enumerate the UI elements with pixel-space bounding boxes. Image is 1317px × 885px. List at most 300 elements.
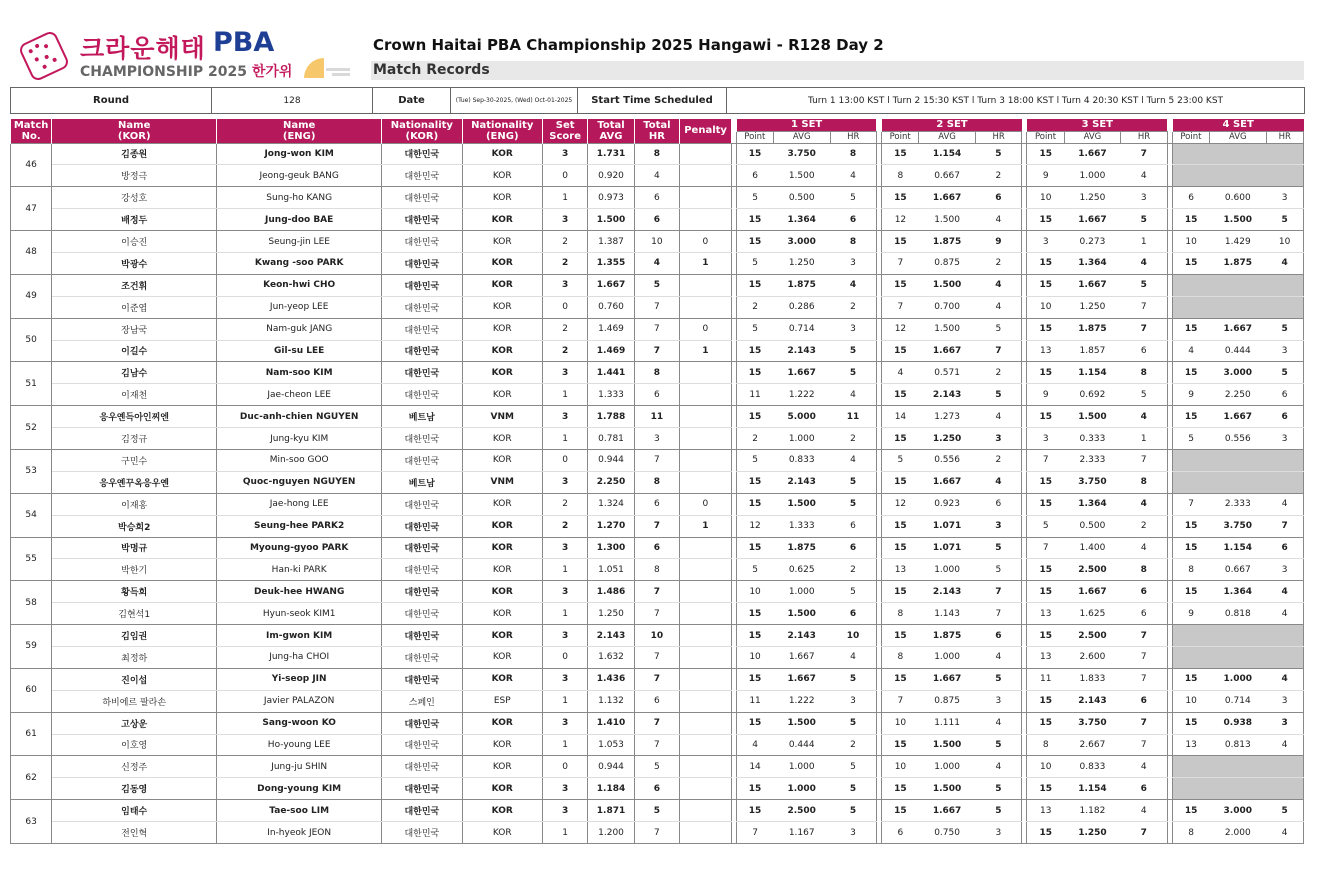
col-set-4-avg: AVG: [1209, 131, 1266, 143]
set-4-avg: 1.154: [1209, 537, 1266, 559]
set-3-hr: 3: [1121, 187, 1167, 209]
nationality-kor: 대한민국: [382, 603, 462, 625]
set-3-point: 9: [1027, 165, 1064, 187]
player-row: [11, 428, 1304, 450]
set-3-point: 15: [1027, 318, 1064, 340]
set-4-point-empty: [1172, 646, 1209, 668]
penalty: [680, 187, 732, 209]
player-row: [11, 712, 1304, 734]
total-avg: 1.051: [588, 559, 634, 581]
player-name-eng: Hyun-seok KIM1: [217, 603, 382, 625]
set-4-avg: 0.938: [1209, 712, 1266, 734]
set-3-point: 15: [1027, 274, 1064, 296]
set-3-avg: 1.250: [1064, 187, 1121, 209]
set-1-hr: 4: [830, 165, 876, 187]
nationality-kor: 대한민국: [382, 209, 462, 231]
total-hr: 5: [634, 756, 679, 778]
nationality-eng: KOR: [462, 187, 542, 209]
nationality-kor: 대한민국: [382, 493, 462, 515]
player-name-eng: Jeong-geuk BANG: [217, 165, 382, 187]
set-4-hr: 4: [1266, 252, 1303, 274]
set-3-avg: 1.625: [1064, 603, 1121, 625]
set-4-hr: 5: [1266, 362, 1303, 384]
set-4-hr: 3: [1266, 340, 1303, 362]
set-1-point: 5: [736, 559, 773, 581]
set-2-avg: 2.143: [919, 384, 976, 406]
set-1-point: 15: [736, 362, 773, 384]
set-3-point: 15: [1027, 559, 1064, 581]
player-row: [11, 296, 1304, 318]
set-2-point: 12: [882, 318, 919, 340]
player-name-eng: Han-ki PARK: [217, 559, 382, 581]
set-1-hr: 8: [830, 231, 876, 253]
penalty: [680, 625, 732, 647]
set-4-point: 13: [1172, 734, 1209, 756]
penalty: [680, 756, 732, 778]
set-3-point: 10: [1027, 296, 1064, 318]
set-1-hr: 3: [830, 318, 876, 340]
set-1-hr: 3: [830, 252, 876, 274]
set-2-hr: 6: [975, 187, 1021, 209]
set-2-point: 14: [882, 406, 919, 428]
nationality-kor: 베트남: [382, 406, 462, 428]
col-set-1-hr: HR: [830, 131, 876, 143]
player-row: [11, 646, 1304, 668]
set-1-hr: 6: [830, 603, 876, 625]
match-no: 62: [11, 756, 52, 800]
total-hr: 6: [634, 493, 679, 515]
set-1-hr: 11: [830, 406, 876, 428]
player-name-eng: Jong-won KIM: [217, 143, 382, 165]
match-no: 61: [11, 712, 52, 756]
set-2-point: 12: [882, 209, 919, 231]
set-4-hr: 4: [1266, 581, 1303, 603]
total-hr: 6: [634, 778, 679, 800]
penalty: [680, 668, 732, 690]
set-4-avg: 2.250: [1209, 384, 1266, 406]
total-hr: 7: [634, 668, 679, 690]
nationality-eng: KOR: [462, 822, 542, 844]
player-name-eng: Yi-seop JIN: [217, 668, 382, 690]
col-name-kor: Name (KOR): [52, 119, 217, 143]
start-time-label: Start Time Scheduled: [578, 88, 727, 114]
set-1-avg: 0.500: [773, 187, 830, 209]
set-4-point: 6: [1172, 187, 1209, 209]
set-2-avg: 1.500: [919, 734, 976, 756]
nationality-eng: KOR: [462, 756, 542, 778]
set-4-hr-empty: [1266, 778, 1303, 800]
player-name-eng: Duc-anh-chien NGUYEN: [217, 406, 382, 428]
total-avg: 1.436: [588, 668, 634, 690]
set-4-hr: 7: [1266, 515, 1303, 537]
total-avg: 1.270: [588, 515, 634, 537]
set-1-avg: 1.667: [773, 646, 830, 668]
player-row: [11, 800, 1304, 822]
player-name-eng: Nam-guk JANG: [217, 318, 382, 340]
set-score: 0: [542, 646, 587, 668]
player-row: [11, 406, 1304, 428]
set-1-hr: 2: [830, 559, 876, 581]
set-3-hr: 7: [1121, 625, 1167, 647]
total-hr: 6: [634, 384, 679, 406]
total-hr: 6: [634, 187, 679, 209]
player-name-kor: 응우옌꾸옥응우옌: [52, 471, 217, 493]
set-4-avg: 2.333: [1209, 493, 1266, 515]
set-score: 1: [542, 559, 587, 581]
player-name-kor: 김남수: [52, 362, 217, 384]
player-row: [11, 822, 1304, 844]
match-no: 58: [11, 581, 52, 625]
set-4-point-empty: [1172, 274, 1209, 296]
set-2-hr: 9: [975, 231, 1021, 253]
penalty: [680, 428, 732, 450]
set-4-avg: 1.875: [1209, 252, 1266, 274]
set-3-avg: 2.500: [1064, 559, 1121, 581]
player-row: [11, 625, 1304, 647]
total-hr: 7: [634, 515, 679, 537]
set-3-avg: 1.250: [1064, 822, 1121, 844]
nationality-kor: 대한민국: [382, 646, 462, 668]
nationality-kor: 대한민국: [382, 734, 462, 756]
set-2-avg: 0.923: [919, 493, 976, 515]
set-1-point: 5: [736, 318, 773, 340]
nationality-kor: 대한민국: [382, 581, 462, 603]
set-2-point: 15: [882, 581, 919, 603]
set-1-hr: 4: [830, 449, 876, 471]
set-4-point: 15: [1172, 252, 1209, 274]
player-row: [11, 581, 1304, 603]
set-1-avg: 1.500: [773, 165, 830, 187]
total-avg: 2.143: [588, 625, 634, 647]
set-3-avg: 3.750: [1064, 471, 1121, 493]
set-3-hr: 2: [1121, 515, 1167, 537]
set-4-avg-empty: [1209, 165, 1266, 187]
set-2-avg: 1.000: [919, 756, 976, 778]
nationality-eng: VNM: [462, 471, 542, 493]
set-2-point: 15: [882, 668, 919, 690]
set-1-point: 15: [736, 231, 773, 253]
set-score: 1: [542, 384, 587, 406]
nationality-kor: 대한민국: [382, 318, 462, 340]
set-3-hr: 5: [1121, 209, 1167, 231]
set-3-point: 13: [1027, 800, 1064, 822]
set-3-hr: 4: [1121, 493, 1167, 515]
player-name-kor: 김정규: [52, 428, 217, 450]
total-avg: 1.250: [588, 603, 634, 625]
nationality-eng: KOR: [462, 428, 542, 450]
set-2-avg: 1.667: [919, 340, 976, 362]
set-3-hr: 1: [1121, 428, 1167, 450]
set-4-hr-empty: [1266, 471, 1303, 493]
set-2-avg: 1.000: [919, 559, 976, 581]
total-avg: 1.632: [588, 646, 634, 668]
total-hr: 10: [634, 231, 679, 253]
player-name-kor: 조건휘: [52, 274, 217, 296]
set-4-point: 4: [1172, 340, 1209, 362]
total-hr: 8: [634, 471, 679, 493]
set-1-hr: 2: [830, 734, 876, 756]
set-2-avg: 1.071: [919, 515, 976, 537]
set-3-avg: 1.154: [1064, 362, 1121, 384]
total-avg: 1.184: [588, 778, 634, 800]
set-2-avg: 0.875: [919, 690, 976, 712]
set-4-point: 7: [1172, 493, 1209, 515]
set-1-avg: 1.500: [773, 603, 830, 625]
penalty: 1: [680, 252, 732, 274]
set-2-hr: 4: [975, 471, 1021, 493]
set-4-point-empty: [1172, 296, 1209, 318]
set-2-hr: 4: [975, 646, 1021, 668]
player-name-kor: 장남국: [52, 318, 217, 340]
nationality-eng: KOR: [462, 340, 542, 362]
total-hr: 7: [634, 340, 679, 362]
set-3-avg: 0.500: [1064, 515, 1121, 537]
set-2-point: 15: [882, 187, 919, 209]
set-3-hr: 4: [1121, 165, 1167, 187]
match-no: 63: [11, 800, 52, 844]
set-3-point: 15: [1027, 143, 1064, 165]
set-3-point: 7: [1027, 449, 1064, 471]
set-1-hr: 5: [830, 493, 876, 515]
set-score: 3: [542, 712, 587, 734]
set-2-point: 15: [882, 515, 919, 537]
set-1-hr: 5: [830, 581, 876, 603]
set-3-point: 15: [1027, 362, 1064, 384]
set-4-point-empty: [1172, 625, 1209, 647]
set-score: 3: [542, 143, 587, 165]
set-score: 0: [542, 449, 587, 471]
set-1-hr: 4: [830, 274, 876, 296]
set-3-avg: 1.364: [1064, 252, 1121, 274]
total-hr: 7: [634, 712, 679, 734]
set-3-avg: 1.667: [1064, 274, 1121, 296]
set-1-hr: 2: [830, 428, 876, 450]
set-2-point: 15: [882, 428, 919, 450]
set-2-hr: 7: [975, 603, 1021, 625]
penalty: [680, 712, 732, 734]
set-2-hr: 2: [975, 362, 1021, 384]
set-4-hr: 5: [1266, 800, 1303, 822]
match-no: 54: [11, 493, 52, 537]
col-nat-eng: Nationality (ENG): [462, 119, 542, 143]
total-hr: 4: [634, 165, 679, 187]
set-3-hr: 7: [1121, 822, 1167, 844]
player-name-kor: 박한기: [52, 559, 217, 581]
set-2-point: 10: [882, 756, 919, 778]
set-score: 2: [542, 318, 587, 340]
player-name-eng: Dong-young KIM: [217, 778, 382, 800]
set-1-point: 2: [736, 296, 773, 318]
set-score: 0: [542, 165, 587, 187]
set-1-avg: 1.500: [773, 493, 830, 515]
set-2-hr: 7: [975, 340, 1021, 362]
set-2-hr: 5: [975, 800, 1021, 822]
set-4-point: 15: [1172, 318, 1209, 340]
col-set-2: 2 SET: [882, 119, 1022, 131]
set-4-hr: 4: [1266, 734, 1303, 756]
nationality-kor: 대한민국: [382, 625, 462, 647]
total-hr: 10: [634, 625, 679, 647]
set-2-avg: 1.111: [919, 712, 976, 734]
set-1-avg: 1.000: [773, 581, 830, 603]
penalty: [680, 165, 732, 187]
set-2-avg: 1.500: [919, 778, 976, 800]
set-1-hr: 2: [830, 296, 876, 318]
set-3-avg: 0.273: [1064, 231, 1121, 253]
nationality-eng: KOR: [462, 778, 542, 800]
set-1-avg: 0.444: [773, 734, 830, 756]
nationality-eng: KOR: [462, 625, 542, 647]
total-hr: 7: [634, 449, 679, 471]
match-no: 49: [11, 274, 52, 318]
set-4-point-empty: [1172, 778, 1209, 800]
set-3-point: 15: [1027, 822, 1064, 844]
penalty: [680, 559, 732, 581]
nationality-eng: KOR: [462, 209, 542, 231]
set-4-hr: 10: [1266, 231, 1303, 253]
set-1-point: 15: [736, 668, 773, 690]
set-1-hr: 6: [830, 537, 876, 559]
set-4-point: 15: [1172, 712, 1209, 734]
nationality-eng: KOR: [462, 646, 542, 668]
set-4-point: 9: [1172, 603, 1209, 625]
set-3-avg: 1.400: [1064, 537, 1121, 559]
total-avg: 1.469: [588, 340, 634, 362]
nationality-kor: 대한민국: [382, 187, 462, 209]
set-4-point: 15: [1172, 362, 1209, 384]
penalty: 0: [680, 231, 732, 253]
player-row: [11, 471, 1304, 493]
total-hr: 7: [634, 296, 679, 318]
set-4-point: 15: [1172, 581, 1209, 603]
set-2-avg: 1.875: [919, 231, 976, 253]
set-3-hr: 6: [1121, 778, 1167, 800]
set-3-avg: 1.500: [1064, 406, 1121, 428]
col-set-3-avg: AVG: [1064, 131, 1121, 143]
nationality-kor: 대한민국: [382, 778, 462, 800]
set-3-avg: 1.250: [1064, 296, 1121, 318]
set-2-hr: 4: [975, 209, 1021, 231]
set-1-point: 15: [736, 493, 773, 515]
set-score: 0: [542, 296, 587, 318]
player-row: [11, 668, 1304, 690]
set-3-avg: 1.667: [1064, 209, 1121, 231]
match-no: 50: [11, 318, 52, 362]
set-4-avg: 0.444: [1209, 340, 1266, 362]
set-score: 3: [542, 668, 587, 690]
set-1-avg: 5.000: [773, 406, 830, 428]
nationality-kor: 대한민국: [382, 428, 462, 450]
set-score: 2: [542, 515, 587, 537]
set-2-hr: 3: [975, 515, 1021, 537]
set-4-hr: 4: [1266, 668, 1303, 690]
nationality-kor: 대한민국: [382, 296, 462, 318]
set-1-hr: 10: [830, 625, 876, 647]
player-row: [11, 252, 1304, 274]
set-1-avg: 1.000: [773, 756, 830, 778]
set-2-point: 15: [882, 800, 919, 822]
set-2-avg: 0.571: [919, 362, 976, 384]
set-4-avg-empty: [1209, 296, 1266, 318]
player-name-eng: Quoc-nguyen NGUYEN: [217, 471, 382, 493]
set-2-point: 12: [882, 493, 919, 515]
set-4-hr: 5: [1266, 318, 1303, 340]
set-1-point: 4: [736, 734, 773, 756]
set-2-point: 15: [882, 778, 919, 800]
set-3-hr: 1: [1121, 231, 1167, 253]
player-name-eng: Deuk-hee HWANG: [217, 581, 382, 603]
set-1-avg: 1.222: [773, 384, 830, 406]
total-hr: 6: [634, 537, 679, 559]
set-4-avg: 0.818: [1209, 603, 1266, 625]
nationality-eng: KOR: [462, 449, 542, 471]
set-4-avg-empty: [1209, 625, 1266, 647]
set-1-point: 10: [736, 646, 773, 668]
total-avg: 1.324: [588, 493, 634, 515]
set-2-avg: 1.667: [919, 471, 976, 493]
total-avg: 1.410: [588, 712, 634, 734]
date-value: (Tue) Sep-30-2025, (Wed) Oct-01-2025: [451, 88, 578, 114]
player-name-kor: 김종원: [52, 143, 217, 165]
set-score: 1: [542, 822, 587, 844]
set-2-point: 5: [882, 449, 919, 471]
set-2-avg: 2.143: [919, 581, 976, 603]
set-2-point: 8: [882, 165, 919, 187]
set-3-hr: 7: [1121, 296, 1167, 318]
set-score: 3: [542, 537, 587, 559]
set-2-point: 10: [882, 712, 919, 734]
set-1-hr: 5: [830, 778, 876, 800]
set-1-point: 15: [736, 340, 773, 362]
set-3-point: 15: [1027, 690, 1064, 712]
set-4-avg: 0.600: [1209, 187, 1266, 209]
set-2-point: 15: [882, 143, 919, 165]
set-1-point: 15: [736, 712, 773, 734]
nationality-eng: VNM: [462, 406, 542, 428]
total-hr: 7: [634, 734, 679, 756]
total-avg: 1.300: [588, 537, 634, 559]
set-3-avg: 1.364: [1064, 493, 1121, 515]
set-3-point: 10: [1027, 756, 1064, 778]
set-3-avg: 0.833: [1064, 756, 1121, 778]
set-score: 2: [542, 231, 587, 253]
set-2-avg: 1.500: [919, 209, 976, 231]
set-1-avg: 1.500: [773, 712, 830, 734]
total-avg: 1.667: [588, 274, 634, 296]
set-1-hr: 4: [830, 646, 876, 668]
set-3-hr: 4: [1121, 537, 1167, 559]
set-1-point: 11: [736, 690, 773, 712]
set-2-point: 8: [882, 603, 919, 625]
total-avg: 0.944: [588, 449, 634, 471]
player-name-eng: Jung-kyu KIM: [217, 428, 382, 450]
set-1-point: 14: [736, 756, 773, 778]
set-1-avg: 0.625: [773, 559, 830, 581]
set-1-avg: 1.875: [773, 537, 830, 559]
nationality-eng: KOR: [462, 165, 542, 187]
billiard-table-icon: [17, 29, 70, 82]
set-1-avg: 3.000: [773, 231, 830, 253]
set-2-point: 15: [882, 471, 919, 493]
set-2-hr: 2: [975, 449, 1021, 471]
player-name-kor: 신정주: [52, 756, 217, 778]
set-2-hr: 6: [975, 493, 1021, 515]
set-3-point: 7: [1027, 537, 1064, 559]
col-set-3: 3 SET: [1027, 119, 1167, 131]
logo-subtitle: CHAMPIONSHIP 2025 한가위: [80, 64, 293, 80]
set-2-hr: 5: [975, 143, 1021, 165]
set-2-hr: 5: [975, 384, 1021, 406]
